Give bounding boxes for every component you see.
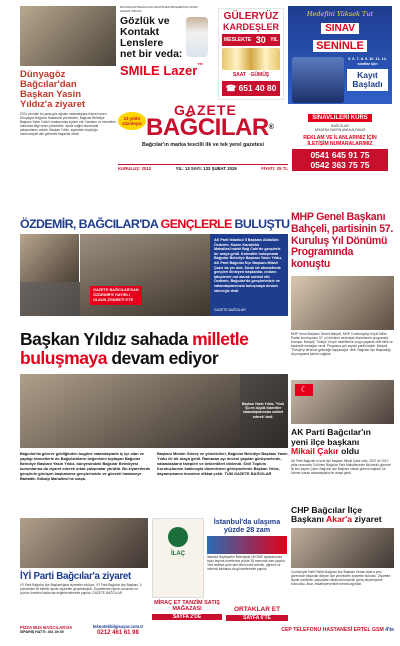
youth-body-box — [210, 234, 288, 316]
story-title-2: Başkan Yasin — [20, 89, 82, 100]
youth-h-b: BAĞCILAR'DA — [78, 217, 158, 231]
youth-caption-1: GAZETE BAĞCILAR'DAN — [93, 288, 139, 292]
chp-body: Cumhuriyet Halk Partisi Bağcılar İlçe Başkanı Kenan Akar'a yeni görevinde başarılar dileyen ilçe yöneticileri ziyarette bulundu. Ziyarette ilçede yürütülen çalışmalar hakkında karşılıklı görüş alışverişinde bulunuldu. Akar, misafirperverlikle herkesi ağırladı. — [291, 569, 391, 586]
ad-lens-line4: net bir veda: — [120, 48, 183, 61]
masthead-name-top: GAZETE — [174, 102, 237, 118]
issue-label: SAYI: — [190, 166, 202, 171]
youth-caption — [90, 286, 142, 305]
ad-tekno-url: teknotekbilgisayar.com.tr — [92, 624, 144, 629]
ad-pizza — [20, 625, 80, 635]
ad-mirac-title: MİRAÇ ET TANZİM SATIŞ MAĞAZASI — [154, 600, 220, 613]
mhp-body: MHP Genel Başkanı Devlet Bahçeli, MHP Cumhuriyetçi Köylü Millet Partisi kuruluşunun 57. yıl dönümü nedeniyle düzenlenen programda konuştu. Bahçeli, Türkiye Yüzyılı hedeflerine vurgu yaparak milli birlik ve kardeşlik mesajları verdi. Programa çok sayıda partili katıldı. Bahçeli, 'Türkiye'yi terörsüz geleceğe taşıyacağız' dedi. Bağcılar İlçe Başkanlığı da programa katılım sağladı. — [291, 331, 393, 356]
ad-cep-text: CEP TELEFONU HASTANESİ ERTEL GSM — [281, 627, 384, 633]
ad-sinav-w2: SENİNLE — [313, 40, 367, 52]
masthead-name — [146, 116, 273, 140]
main-photo-caption: Başkan Yasin Yıldız, 'Yüzü 'Şu en büyük hizmetler vatandaşlarımızla sohbet ederek' dedi. — [241, 402, 285, 419]
main-col-2: Başkanı Mümin Güneş ve yöneticileri, Bağcılar Belediye Başkanı Yasin Yıldız ile bir araya geldi. Ramazan ayı öncesi yapılan görüşmelerde, vatandaşların talepleri ve beklentileri dinlendi. Sivil Toplum Kuruluşlarının katılımıyla düzenlenen görüşmelerde Başkan Yıldız, dayanışmanın önemine dikkat çekti. TÜM GAZETE BAĞCILAR — [157, 451, 288, 476]
flag-icon: ☾ — [295, 384, 313, 396]
ak-photo — [291, 380, 394, 424]
mhp-title-4: Programında konuştu — [291, 246, 354, 271]
main-h-c: buluşmaya — [20, 348, 107, 368]
masthead-badge — [118, 112, 146, 130]
ad-pizza-name: PİZZA BUS BAĞCILAR'DA — [20, 625, 73, 630]
youth-signature: GAZETE BAĞCILAR — [214, 308, 246, 312]
youth-h-d: BULUŞTU — [234, 217, 290, 231]
ak-h-b: yeni ilçe başkanı — [291, 436, 360, 447]
masthead-badge-2: sizinleyiz — [122, 121, 142, 126]
story-iyi — [20, 518, 148, 620]
main-photo — [20, 374, 288, 448]
youth-photo-inset — [20, 234, 80, 282]
masthead-registered: ® — [268, 124, 274, 131]
main-body — [20, 452, 288, 514]
ad-ilac-logo — [168, 527, 188, 547]
ad-lens-line2: Kontakt — [120, 26, 160, 39]
youth-caption-2: ÖZDEMİR'E HAYIRLI — [93, 293, 130, 297]
main-h-d: devam ediyor — [111, 348, 219, 368]
phone-icon: ☎ — [225, 83, 239, 93]
ad-ortaklar-title: ORTAKLAR ET — [233, 606, 281, 613]
youth-caption-3: OLSUN ZİYARETİ 5'TE — [93, 298, 134, 302]
masthead-name-main: BAĞCILAR — [146, 114, 269, 141]
ad-sinav-students — [292, 57, 344, 103]
ad-ortaklar-page: SAYFA 6'TE — [226, 615, 288, 621]
ad-tekno-phone: 0212 461 61 98 — [97, 630, 139, 636]
mhp-title-3: Kuruluş Yıl Dönümü — [291, 234, 388, 247]
ad-lens-small: DÜNYAGÖZ BAĞCILAR HASTANESİ BAŞHEKİMİ OP.DR. HAKAN ÖZKAN — [120, 5, 199, 13]
main-headline — [20, 330, 290, 370]
ad-guleryuz-tag2: YIL — [270, 37, 278, 43]
main-h-a: Başkan Yıldız sahada — [20, 329, 188, 349]
istanbul-body: İstanbul Büyükşehir Belediyesi UKOME toplantısında toplu taşıma ücretlerine yüzde 28 oranında zam yapıldı. Yeni tarifeye göre tam bilet ücreti artırıldı, öğrenci ve indirimli kartlarda da güncellemeler yapıldı. — [207, 555, 286, 571]
ak-h-c: Mikail Çakır — [291, 446, 339, 457]
year-value: 13 — [184, 166, 190, 171]
istanbul-title: İstanbul'da ulaşıma yüzde 28 zam — [213, 517, 281, 534]
chp-h-a: CHP Bağcılar İlçe — [291, 504, 363, 515]
ad-lens-line3: Lenslere — [120, 37, 164, 50]
story-mhp — [291, 212, 394, 376]
ad-guleryuz-phone: 651 40 80 — [238, 83, 277, 93]
founded-value: 2012 — [141, 166, 152, 171]
ad-guleryuz-name2: KARDEŞLER — [222, 22, 279, 32]
ad-guleryuz-sub: SAAT · GÜMÜŞ — [232, 72, 270, 78]
ad-ilac-title: İLAÇ — [171, 551, 185, 557]
iyi-title: İYİ Parti Bağcılar'a ziyaret — [20, 571, 132, 582]
masthead-badge-1: 13 yıldır — [123, 116, 141, 121]
masthead-infobar — [118, 164, 288, 172]
chp-h-b: Başkanı — [291, 514, 324, 525]
chp-photo — [291, 528, 394, 568]
ad-guleryuz-years: 30 — [255, 35, 266, 45]
ad-sinav-headline: Hedefini Yüksek Tut — [306, 10, 374, 18]
ad-contact-phone1: 0541 645 91 75 — [310, 150, 370, 160]
ad-guleryuz-jewelry — [222, 48, 280, 70]
ad-sinav — [288, 6, 392, 170]
ad-contact-title: REKLAM VE İLANLARINIZ İÇİN İLETİŞİM NUMARALARIMIZ — [303, 135, 377, 147]
ad-lens-brand: SMILE Lazer — [120, 63, 198, 79]
main-h-b: milletle — [192, 329, 249, 349]
founded-label: KURULUŞ: — [118, 166, 141, 171]
chp-h-d: ziyaret — [354, 514, 382, 525]
masthead — [118, 102, 286, 164]
main-col-1: Bağcılar'da göreve geldiğinden bugüne vatandaşlarla iç içe olan ve yaptığı hizmetlerle de Bağcılarlıların beğenisini toplayan Bağcılar Belediye Başkanı Yasin Yıldız, bünyesindeki Bağcılar Belediyesi kurumlarına da ziyaret ederek ortak çalışmalar yürüttü. Bu ziyaretlerde gençlerle görüşen başkanımız gençlerimizle ve güvenli hastaneye Bahattin Gökalp Mahallesi'ne ulaştı. — [20, 451, 151, 481]
footer-strip — [20, 622, 394, 638]
ak-h-d: oldu — [341, 446, 360, 457]
youth-headline — [20, 217, 290, 231]
ad-sinav-brand: SINAVLILERİ KURS — [308, 114, 372, 122]
chp-h-c: Akar'a — [326, 514, 352, 525]
ad-sinav-w1: SINAV — [321, 23, 359, 34]
ad-pizza-sub: SİPARİŞ HATTI: 461 39 39 — [20, 630, 64, 634]
issue-date: ŞUBAT 2026 — [211, 166, 237, 171]
ad-sinav-reg2: Başladı — [352, 79, 383, 90]
ak-h-a: AK Parti Bağcılar'ın — [291, 427, 371, 437]
youth-body: AK Parti İstanbul İl Başkanı Abdullah Özdemir, Kazım Karabekir Mahallesi'ndeki Bağ Cafe'de gençlerle bir araya geldi. Kahvaltılı buluşmada Bağcılar Belediye Başkanı Yasin Yıldız, AK Parti Bağcılar İlçe Başkanı Mikail Çakır da yer aldı. Sıcak bir atmosferde gençleri dinleyen başkanlar, onların taleplerini not alarak sohbet etti. Özdemir, Bağcılar'da gençlerimizle ve vatandaşlarımızla buluşmaya devam edeceğiz dedi. — [214, 238, 283, 293]
ad-guleryuz-name: GÜLERYÜZ — [223, 11, 279, 22]
price-label: FİYATI: — [261, 166, 276, 171]
youth-h-c: GENÇLERLE — [160, 217, 232, 231]
ad-lens-line1: Gözlük ve — [120, 15, 170, 28]
mhp-photo — [291, 276, 394, 330]
mhp-title-2: Bahçeli, partisinin 57. — [291, 222, 394, 235]
ad-mirac-page: SAYFA 2'DE — [152, 614, 222, 620]
ad-lens-brand-mark: ™ — [197, 63, 204, 70]
story-ak — [291, 380, 394, 632]
ad-sinav-reg1: Kayıt — [357, 70, 378, 81]
main-photo-inner — [20, 374, 240, 448]
story-photo — [20, 6, 116, 66]
ad-guleryuz — [218, 8, 284, 100]
story-title-1: Dünyagöz Bağcılar'dan — [20, 69, 77, 90]
istanbul-photo — [207, 536, 287, 554]
ad-sinav-brand-sub: BAĞCILAR — [331, 124, 349, 128]
price-value: 25 TL — [276, 166, 288, 171]
story-title-3: Yıldız'a ziyaret — [20, 99, 86, 110]
ad-guleryuz-tag: MESLEKTE — [224, 37, 252, 43]
story-istanbul — [207, 518, 287, 598]
ad-tekno — [84, 624, 152, 636]
year-label: YIL: — [175, 166, 184, 171]
iyi-body: İYİ Parti Bağcılar İlçe Başkanlığına ziyaretler sürüyor. İYİ Parti Bağcılar İlçe Başkanı, il yöneticileri ile birlikte ilçede ziyaretler gerçekleştirdi. Ziyaretlerde ilçenin sorunları ve çözüm önerileri hakkında değerlendirmeler yapıldı. GAZETE BAĞCILAR — [20, 583, 142, 595]
ad-sinav-classes: 5. 6. 7. 8. 9. 10. 11. 12. sınıflar için — [348, 57, 387, 66]
doctor-photo — [186, 17, 208, 57]
ak-body: AK Parti Bağcılar'ın yeni ilçe başkanı Mikail Çakır oldu. 2007 ile 2010 yılları arasında 3 dönem Bağcılar Park Mahallesinde Muhtarlık görevini ilk kez yapan Çakır, Bağcılar ilçe Başkanı olarak göreve başladı. İlk hizmet olarak vatandaşlarla bir araya geldi. — [291, 458, 391, 475]
ad-contact-phone2: 0542 363 75 75 — [310, 160, 370, 170]
story-dunyagoz — [20, 6, 116, 144]
issue-value: 133 — [203, 166, 211, 171]
masthead-slogan: Bağcılar'ın marka tescilli ilk ve tek yerel gazetesi — [142, 142, 264, 148]
mhp-title-1: MHP Genel Başkanı — [291, 211, 386, 223]
story-body: 2014 yılından bu yana göz ağrıları vatandaşlara hizmet veren Dünyagöz Bağcılar Hastanesi yöneticileri, Bağcılar Belediye Başkanı Yasin Yıldız'ı makamında ziyaret etti. Hastane ve hizmetleri hakkında bilgi veren yöneticiler, ilçede sağlık alanındaki çalışmalarını anlattı. Başkan Yıldız, ziyaretten duyduğu memnuniyeti dile getirerek başarılar diledi. — [20, 112, 116, 136]
ad-cep — [281, 627, 394, 633]
iyi-photo — [20, 518, 148, 568]
youth-photo-block — [20, 234, 210, 316]
ad-ilac — [152, 518, 204, 598]
youth-h-a: ÖZDEMİR, — [20, 217, 76, 231]
ad-smile-lazer — [120, 6, 216, 100]
ad-cep-page: 4'te — [385, 627, 394, 633]
ad-sinav-brand-sub2: AFKAFDA VAKFIN ANKA ALFAKAS — [314, 128, 366, 132]
